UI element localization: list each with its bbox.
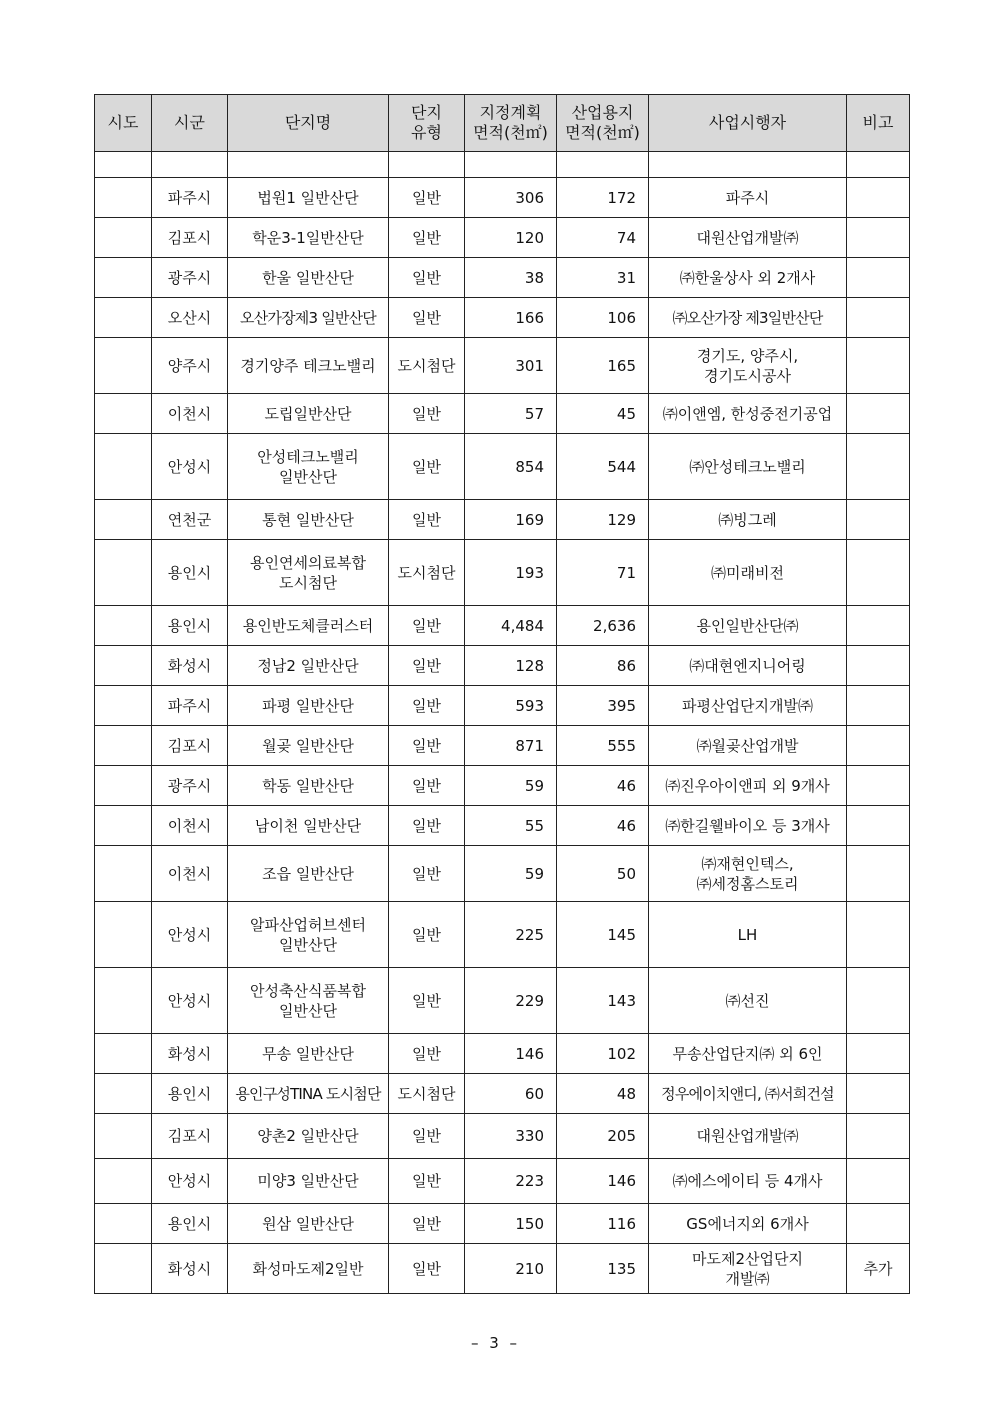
cell-industrial-area: 129 <box>557 500 649 540</box>
cell-industrial-area: 106 <box>557 298 649 338</box>
header-complex-type <box>389 95 465 152</box>
cell-note <box>847 606 910 646</box>
cell-complex-type: 일반 <box>389 1034 465 1074</box>
cell-operator-line: ㈜미래비전 <box>711 563 784 582</box>
cell-complex-type: 일반 <box>389 218 465 258</box>
cell-sigun: 용인시 <box>152 1204 228 1244</box>
cell-sido <box>95 434 152 500</box>
cell-note <box>847 1114 910 1159</box>
cell-complex-name-line: 도시첨단 <box>279 573 337 592</box>
table-row <box>95 686 910 726</box>
cell-industrial-area: 395 <box>557 686 649 726</box>
header-label: 면적(천㎡) <box>565 123 640 142</box>
cell-complex-name <box>228 902 389 968</box>
cell-plan-area: 57 <box>465 394 557 434</box>
cell-industrial-area: 45 <box>557 394 649 434</box>
cell-sigun: 광주시 <box>152 258 228 298</box>
cell-note <box>847 178 910 218</box>
cell-sido <box>95 258 152 298</box>
cell-plan-area: 871 <box>465 726 557 766</box>
header-operator <box>649 95 847 152</box>
cell-industrial-area: 86 <box>557 646 649 686</box>
cell-complex-type: 일반 <box>389 968 465 1034</box>
cell-complex-type: 일반 <box>389 806 465 846</box>
cell-complex-type: 도시첨단 <box>389 338 465 394</box>
cell-complex-name-line: 조읍 일반산단 <box>262 864 354 883</box>
cell-operator <box>649 1034 847 1074</box>
table-row <box>95 1114 910 1159</box>
cell-operator-line: ㈜세정홈스토리 <box>696 874 799 893</box>
cell-complex-name-line: 알파산업허브센터 <box>250 915 366 934</box>
cell-sido <box>95 686 152 726</box>
cell-complex-type: 일반 <box>389 1159 465 1204</box>
cell-complex-name <box>228 338 389 394</box>
cell-operator-line: 파주시 <box>725 188 770 207</box>
cell-note <box>847 1204 910 1244</box>
cell-operator-line: ㈜대현엔지니어링 <box>689 656 806 675</box>
cell-note <box>847 258 910 298</box>
cell-note <box>847 846 910 902</box>
table-row <box>95 806 910 846</box>
cell-note <box>847 726 910 766</box>
table-row <box>95 218 910 258</box>
page-number: – 3 – <box>470 1334 521 1352</box>
cell-sido <box>95 646 152 686</box>
cell-complex-type: 일반 <box>389 726 465 766</box>
cell-industrial-area: 31 <box>557 258 649 298</box>
cell-industrial-area: 165 <box>557 338 649 394</box>
cell-complex-type: 일반 <box>389 298 465 338</box>
cell-plan-area: 128 <box>465 646 557 686</box>
cell-complex-name-line: 양촌2 일반산단 <box>257 1127 359 1145</box>
cell-operator <box>649 540 847 606</box>
cell-complex-name-line: 학운3-1일반산단 <box>252 228 364 247</box>
cell-complex-name-line: 안성축산식품복합 <box>250 981 366 1000</box>
cell-complex-name-line: 파평 일반산단 <box>262 696 354 715</box>
cell-plan-area: 120 <box>465 218 557 258</box>
cell-complex-name-line: 도립일반산단 <box>264 404 352 423</box>
cell-industrial-area: 2,636 <box>557 606 649 646</box>
cell-complex-name <box>228 686 389 726</box>
table-header-row <box>95 95 910 152</box>
cell-note <box>847 766 910 806</box>
header-industrial-area <box>557 95 649 152</box>
cell-operator-line: LH <box>737 925 758 944</box>
cell-complex-name-line: 미양3 일반산단 <box>257 1172 359 1190</box>
table-row <box>95 540 910 606</box>
cell-sigun: 안성시 <box>152 1159 228 1204</box>
cell-complex-name-line: 통현 일반산단 <box>262 510 354 529</box>
cell-note <box>847 686 910 726</box>
table-body <box>95 152 910 1294</box>
table-row <box>95 646 910 686</box>
cell-operator-line: ㈜안성테크노밸리 <box>689 457 806 476</box>
cell-complex-name <box>228 726 389 766</box>
header-label: 지정계획 <box>479 103 542 122</box>
cell-sido <box>95 1159 152 1204</box>
cell-complex-name <box>228 500 389 540</box>
cell-complex-name <box>228 298 389 338</box>
cell-operator <box>649 338 847 394</box>
cell-plan-area: 593 <box>465 686 557 726</box>
cell-complex-name <box>228 1074 389 1114</box>
cell-sigun: 용인시 <box>152 606 228 646</box>
header-label: 시도 <box>107 113 139 132</box>
cell-complex-name <box>228 1114 389 1159</box>
cell-sigun: 양주시 <box>152 338 228 394</box>
cell-sido <box>95 394 152 434</box>
cell-complex-type: 일반 <box>389 606 465 646</box>
cell-operator-line: 대원산업개발㈜ <box>696 1127 799 1145</box>
cell-sigun: 안성시 <box>152 434 228 500</box>
cell-complex-name <box>228 1034 389 1074</box>
header-plan-area <box>465 95 557 152</box>
cell-complex-name <box>228 434 389 500</box>
cell-plan-area: 854 <box>465 434 557 500</box>
cell-complex-type: 일반 <box>389 1114 465 1159</box>
cell-plan-area: 210 <box>465 1244 557 1294</box>
cell-plan-area: 193 <box>465 540 557 606</box>
cell-complex-name-line: 용인연세의료복합 <box>250 553 366 572</box>
cell-operator-line: ㈜진우아이앤피 외 9개사 <box>665 776 830 795</box>
cell-sido <box>95 500 152 540</box>
cell-sido <box>95 178 152 218</box>
cell-note <box>847 500 910 540</box>
cell-note: 추가 <box>847 1244 910 1294</box>
cell-complex-name <box>228 606 389 646</box>
cell-operator-line: 정우에이치앤디, ㈜서희건설 <box>661 1084 834 1103</box>
cell-sido <box>95 298 152 338</box>
cell-operator <box>649 1159 847 1204</box>
cell-sigun: 안성시 <box>152 968 228 1034</box>
cell-complex-type: 일반 <box>389 686 465 726</box>
cell-operator-line: ㈜월곶산업개발 <box>696 736 799 755</box>
cell-complex-type: 일반 <box>389 902 465 968</box>
table-row <box>95 258 910 298</box>
header-label: 시군 <box>174 113 205 132</box>
table-row <box>95 1159 910 1204</box>
cell-complex-name <box>228 258 389 298</box>
cell-operator <box>649 178 847 218</box>
cell-plan-area: 146 <box>465 1034 557 1074</box>
cell-note <box>847 646 910 686</box>
cell-complex-name-line: 한울 일반산단 <box>262 268 354 287</box>
cell-industrial-area: 46 <box>557 766 649 806</box>
cell-industrial-area: 71 <box>557 540 649 606</box>
cell-note <box>847 1159 910 1204</box>
cell-operator-line: ㈜오산가장 제3일반산단 <box>672 308 823 327</box>
table-row <box>95 1244 910 1294</box>
cell-sido <box>95 968 152 1034</box>
cell-plan-area: 4,484 <box>465 606 557 646</box>
cell-sigun: 화성시 <box>152 1034 228 1074</box>
cell-industrial-area: 205 <box>557 1114 649 1159</box>
cell-complex-type: 일반 <box>389 258 465 298</box>
cell-plan-area: 59 <box>465 846 557 902</box>
cell-sigun: 이천시 <box>152 394 228 434</box>
cell-operator <box>649 500 847 540</box>
cell-sido <box>95 726 152 766</box>
cell-operator <box>649 218 847 258</box>
cell-note <box>847 218 910 258</box>
cell-complex-type: 일반 <box>389 394 465 434</box>
cell-operator <box>649 846 847 902</box>
table-row <box>95 766 910 806</box>
cell-operator-line: ㈜한울상사 외 2개사 <box>679 268 816 287</box>
cell-plan-area: 330 <box>465 1114 557 1159</box>
cell-operator <box>649 1204 847 1244</box>
cell-plan-area: 306 <box>465 178 557 218</box>
cell-sigun: 광주시 <box>152 766 228 806</box>
cell-complex-name <box>228 646 389 686</box>
cell-operator <box>649 1114 847 1159</box>
cell-plan-area: 59 <box>465 766 557 806</box>
table-row <box>95 968 910 1034</box>
cell-operator <box>649 968 847 1034</box>
table-row <box>95 1204 910 1244</box>
cell-complex-name <box>228 968 389 1034</box>
cell-plan-area: 301 <box>465 338 557 394</box>
cell-sido <box>95 806 152 846</box>
cell-complex-type: 일반 <box>389 1204 465 1244</box>
cell-complex-name <box>228 178 389 218</box>
cell-complex-type: 도시첨단 <box>389 540 465 606</box>
table-row <box>95 394 910 434</box>
cell-sido <box>95 1244 152 1294</box>
cell-operator-line: ㈜한길웰바이오 등 3개사 <box>665 816 830 835</box>
cell-plan-area: 223 <box>465 1159 557 1204</box>
cell-industrial-area: 143 <box>557 968 649 1034</box>
cell-operator-line: 대원산업개발㈜ <box>696 228 799 247</box>
cell-note <box>847 338 910 394</box>
header-label: 산업용지 <box>571 103 634 122</box>
cell-operator-line: 개발㈜ <box>725 1269 770 1288</box>
cell-sigun: 이천시 <box>152 846 228 902</box>
cell-sido <box>95 1074 152 1114</box>
cell-note <box>847 298 910 338</box>
cell-note <box>847 1034 910 1074</box>
cell-complex-type: 도시첨단 <box>389 1074 465 1114</box>
cell-plan-area: 169 <box>465 500 557 540</box>
cell-complex-name-line: 안성테크노밸리 <box>257 447 359 466</box>
cell-complex-type: 일반 <box>389 766 465 806</box>
cell-plan-area: 55 <box>465 806 557 846</box>
cell-sido <box>95 846 152 902</box>
cell-complex-name <box>228 1204 389 1244</box>
cell-complex-name <box>228 218 389 258</box>
table-row <box>95 846 910 902</box>
cell-operator <box>649 646 847 686</box>
cell-industrial-area: 544 <box>557 434 649 500</box>
table-row <box>95 500 910 540</box>
header-complex-name <box>228 95 389 152</box>
cell-operator-line: 파평산업단지개발㈜ <box>682 696 813 715</box>
cell-operator <box>649 766 847 806</box>
cell-plan-area: 166 <box>465 298 557 338</box>
cell-industrial-area: 146 <box>557 1159 649 1204</box>
cell-industrial-area: 50 <box>557 846 649 902</box>
cell-sigun: 파주시 <box>152 686 228 726</box>
cell-operator-line: ㈜선진 <box>725 991 770 1010</box>
cell-sido <box>95 1034 152 1074</box>
cell-note <box>847 968 910 1034</box>
cell-complex-name <box>228 394 389 434</box>
cell-complex-name <box>228 846 389 902</box>
header-note <box>847 95 910 152</box>
cell-plan-area: 225 <box>465 902 557 968</box>
cell-note <box>847 540 910 606</box>
cell-operator <box>649 902 847 968</box>
header-label: 면적(천㎡) <box>473 123 548 142</box>
cell-operator-line: 경기도시공사 <box>704 366 791 385</box>
header-label: 단지명 <box>284 113 332 132</box>
cell-note <box>847 434 910 500</box>
cell-operator <box>649 806 847 846</box>
cell-operator <box>649 258 847 298</box>
cell-complex-name-line: 용인반도체클러스터 <box>242 616 374 635</box>
cell-industrial-area: 46 <box>557 806 649 846</box>
cell-note <box>847 1074 910 1114</box>
cell-complex-name <box>228 1159 389 1204</box>
cell-operator <box>649 434 847 500</box>
cell-complex-name <box>228 766 389 806</box>
cell-complex-name-line: 경기양주 테크노밸리 <box>240 356 376 375</box>
cell-complex-type: 일반 <box>389 178 465 218</box>
table-row <box>95 606 910 646</box>
cell-operator-line: 마도제2산업단지 <box>692 1249 803 1268</box>
cell-complex-name-line: 오산가장제3 일반산단 <box>240 308 376 327</box>
cell-operator-line: 경기도, 양주시, <box>696 346 799 365</box>
table-row <box>95 1074 910 1114</box>
cell-complex-type: 일반 <box>389 646 465 686</box>
cell-operator-line: ㈜빙그레 <box>718 510 777 529</box>
cell-operator <box>649 298 847 338</box>
cell-operator-line: ㈜재현인텍스, <box>701 854 794 873</box>
cell-operator-line: ㈜이앤엠, 한성중전기공업 <box>662 404 833 423</box>
cell-sido <box>95 1204 152 1244</box>
cell-complex-type: 일반 <box>389 500 465 540</box>
cell-plan-area: 150 <box>465 1204 557 1244</box>
header-label: 단지 <box>411 103 442 122</box>
header-sido <box>95 95 152 152</box>
cell-note <box>847 902 910 968</box>
cell-industrial-area: 172 <box>557 178 649 218</box>
cell-sido <box>95 540 152 606</box>
cell-note <box>847 394 910 434</box>
table-row <box>95 338 910 394</box>
cell-industrial-area: 74 <box>557 218 649 258</box>
cell-complex-name-line: 일반산단 <box>279 935 337 954</box>
cell-complex-name-line: 법원1 일반산단 <box>257 188 359 207</box>
cell-sido <box>95 338 152 394</box>
cell-sigun: 화성시 <box>152 646 228 686</box>
cell-sido <box>95 902 152 968</box>
header-label: 사업시행자 <box>708 113 787 132</box>
header-label: 비고 <box>862 113 894 132</box>
cell-sigun: 김포시 <box>152 1114 228 1159</box>
table-row <box>95 434 910 500</box>
cell-sigun: 용인시 <box>152 540 228 606</box>
cell-complex-name-line: 학동 일반산단 <box>262 776 354 795</box>
table-row <box>95 298 910 338</box>
cell-industrial-area: 145 <box>557 902 649 968</box>
cell-operator <box>649 1244 847 1294</box>
cell-complex-name-line: 일반산단 <box>279 1001 337 1020</box>
cell-sido <box>95 1114 152 1159</box>
cell-operator-line: 무송산업단지㈜ 외 6인 <box>672 1044 823 1063</box>
cell-industrial-area: 555 <box>557 726 649 766</box>
cell-sigun: 안성시 <box>152 902 228 968</box>
cell-complex-name-line: 원삼 일반산단 <box>262 1214 354 1233</box>
cell-operator-line: ㈜에스에이티 등 4개사 <box>672 1172 823 1190</box>
cell-operator-line: 용인일반산단㈜ <box>696 616 799 635</box>
table-row <box>95 902 910 968</box>
cell-sigun: 김포시 <box>152 218 228 258</box>
cell-operator <box>649 1074 847 1114</box>
cell-industrial-area: 48 <box>557 1074 649 1114</box>
cell-operator <box>649 726 847 766</box>
cell-plan-area: 60 <box>465 1074 557 1114</box>
cell-industrial-area: 102 <box>557 1034 649 1074</box>
cell-plan-area: 38 <box>465 258 557 298</box>
cell-operator <box>649 686 847 726</box>
cell-sido <box>95 606 152 646</box>
cell-complex-name-line: 월곶 일반산단 <box>262 736 354 755</box>
cell-note <box>847 806 910 846</box>
cell-industrial-area: 116 <box>557 1204 649 1244</box>
cell-sigun: 용인시 <box>152 1074 228 1114</box>
cell-sigun: 연천군 <box>152 500 228 540</box>
cell-complex-name-line: 남이천 일반산단 <box>254 816 362 835</box>
cell-complex-name-line: 무송 일반산단 <box>262 1044 354 1063</box>
table-spacer-row <box>95 152 910 178</box>
cell-operator-line: GS에너지외 6개사 <box>686 1214 809 1233</box>
header-sigun <box>152 95 228 152</box>
table-row <box>95 178 910 218</box>
cell-sigun: 화성시 <box>152 1244 228 1294</box>
cell-sido <box>95 218 152 258</box>
cell-plan-area: 229 <box>465 968 557 1034</box>
cell-operator <box>649 606 847 646</box>
cell-complex-type: 일반 <box>389 434 465 500</box>
cell-complex-name-line: 일반산단 <box>279 467 337 486</box>
cell-complex-type: 일반 <box>389 846 465 902</box>
cell-sigun: 이천시 <box>152 806 228 846</box>
industrial-complex-table <box>94 94 910 1294</box>
cell-sigun: 파주시 <box>152 178 228 218</box>
cell-complex-name-line: 화성마도제2일반 <box>252 1259 364 1278</box>
cell-complex-name-line: 용인구성TINA 도시첨단 <box>235 1084 381 1103</box>
cell-industrial-area: 135 <box>557 1244 649 1294</box>
header-label: 유형 <box>411 123 442 142</box>
table-row <box>95 726 910 766</box>
cell-complex-name-line: 정남2 일반산단 <box>257 656 359 675</box>
cell-sigun: 김포시 <box>152 726 228 766</box>
cell-sigun: 오산시 <box>152 298 228 338</box>
cell-sido <box>95 766 152 806</box>
cell-operator <box>649 394 847 434</box>
cell-complex-type: 일반 <box>389 1244 465 1294</box>
cell-complex-name <box>228 1244 389 1294</box>
cell-complex-name <box>228 540 389 606</box>
cell-complex-name <box>228 806 389 846</box>
table-row <box>95 1034 910 1074</box>
